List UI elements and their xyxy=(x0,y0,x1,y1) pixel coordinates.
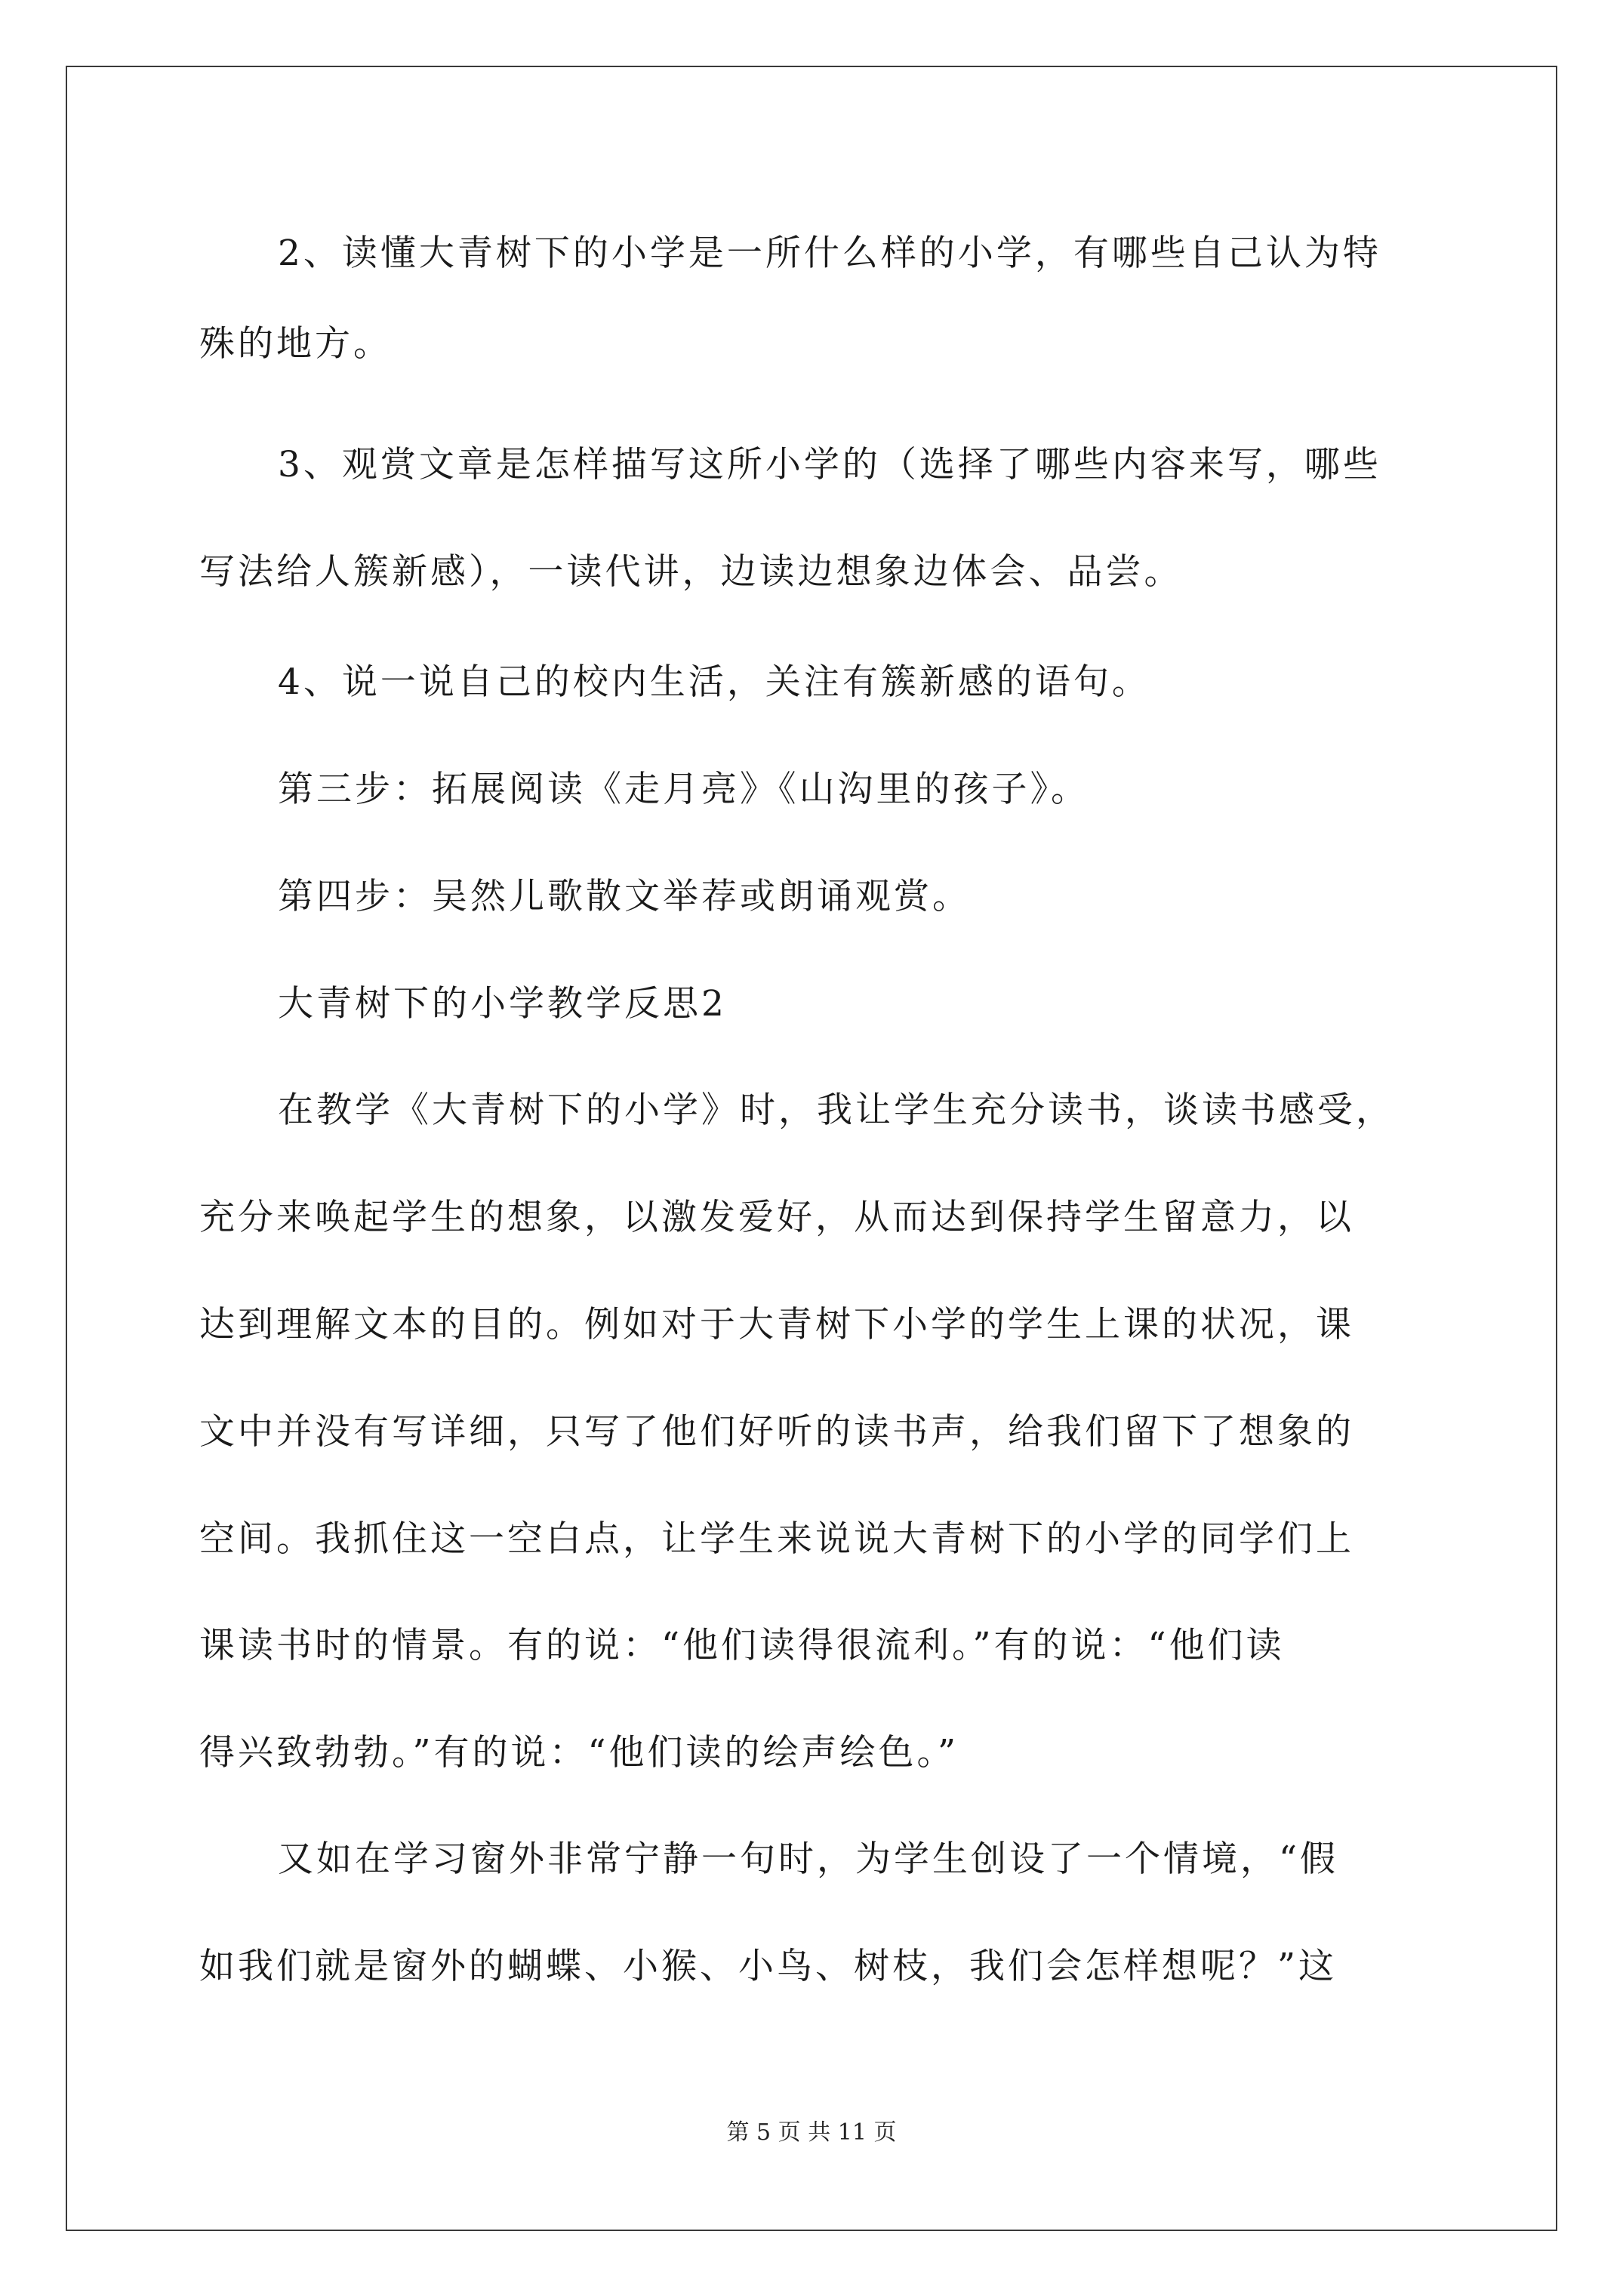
paragraph-line: 在教学《大青树下的小学》时，我让学生充分读书，谈读书感受， xyxy=(278,1089,1394,1131)
section-heading: 大青树下的小学教学反思2 xyxy=(278,983,727,1025)
page-border xyxy=(66,66,1557,2231)
paragraph-line: 3、观赏文章是怎样描写这所小学的（选择了哪些内容来写，哪些 xyxy=(278,444,1381,485)
paragraph-line: 第三步：拓展阅读《走月亮》《山沟里的孩子》。 xyxy=(278,769,1089,810)
paragraph-line: 得兴致勃勃。”有的说：“他们读的绘声绘色。” xyxy=(199,1732,959,1774)
paragraph-line: 达到理解文本的目的。例如对于大青树下小学的学生上课的状况，课 xyxy=(199,1304,1354,1345)
paragraph-line: 充分来唤起学生的想象，以激发爱好，从而达到保持学生留意力，以 xyxy=(199,1197,1354,1238)
paragraph-line: 4、说一说自己的校内生活，关注有簇新感的语句。 xyxy=(278,661,1150,703)
paragraph-line: 2、读懂大青树下的小学是一所什么样的小学，有哪些自己认为特 xyxy=(278,233,1381,274)
paragraph-line: 如我们就是窗外的蝴蝶、小猴、小鸟、树枝，我们会怎样想呢？”这 xyxy=(199,1946,1338,1987)
page-number-footer: 第 5 页 共 11 页 xyxy=(726,2119,897,2146)
paragraph-line: 第四步：吴然儿歌散文举荐或朗诵观赏。 xyxy=(278,876,971,917)
paragraph-line: 空间。我抓住这一空白点，让学生来说说大青树下的小学的同学们上 xyxy=(199,1518,1354,1560)
paragraph-line: 又如在学习窗外非常宁静一句时，为学生创设了一个情境，“假 xyxy=(278,1838,1339,1880)
paragraph-line: 殊的地方。 xyxy=(199,323,392,365)
paragraph-line: 写法给人簇新感），一读代讲，边读边想象边体会、品尝。 xyxy=(199,551,1183,593)
paragraph-line: 文中并没有写详细，只写了他们好听的读书声，给我们留下了想象的 xyxy=(199,1411,1354,1453)
paragraph-line: 课读书时的情景。有的说：“他们读得很流利。”有的说：“他们读 xyxy=(199,1625,1285,1666)
